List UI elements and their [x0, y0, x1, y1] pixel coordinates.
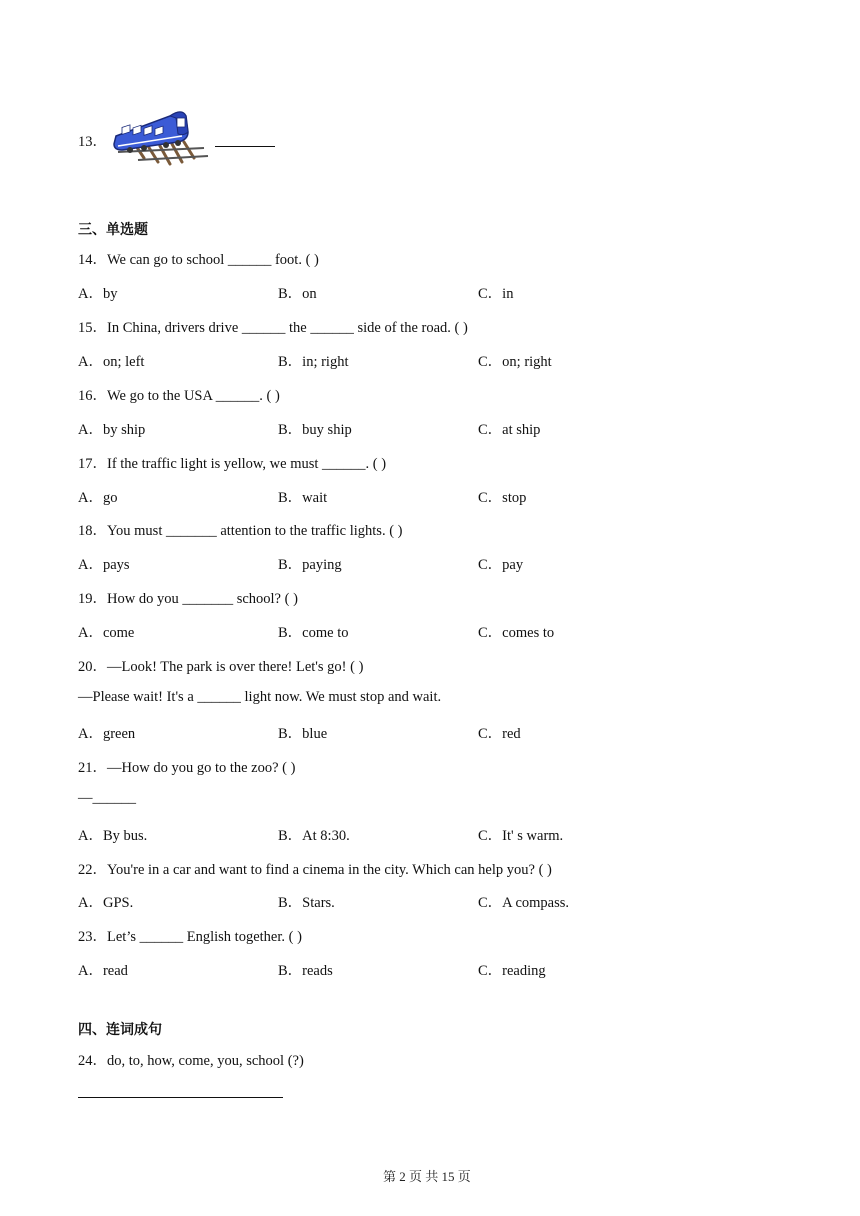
q19-option-c[interactable]: C．comes to [478, 625, 555, 641]
q19-option-b[interactable]: B．come to [278, 625, 349, 641]
question-21-dialogue: —______ [78, 790, 136, 806]
q20-option-a[interactable]: A．green [78, 726, 136, 742]
question-20-dialogue: —Please wait! It's a ______ light now. We must stop and wait. [78, 689, 442, 705]
question-23-stem: 23．Let’s ______ English together. ( ) [78, 929, 302, 945]
page-footer: 第 2 页 共 15 页 [383, 1169, 471, 1184]
q21-option-a[interactable]: A．By bus. [78, 828, 148, 844]
q22-option-a[interactable]: A．GPS. [78, 895, 134, 911]
question-14-stem: 14．We can go to school ______ foot. ( ) [78, 252, 319, 268]
q18-option-a[interactable]: A．pays [78, 557, 130, 573]
q16-option-b[interactable]: B．buy ship [278, 422, 352, 438]
q22-option-b[interactable]: B．Stars. [278, 895, 335, 911]
q22-option-c[interactable]: C．A compass. [478, 895, 570, 911]
q17-option-b[interactable]: B．wait [278, 490, 328, 506]
question-18-stem: 18．You must _______ attention to the traffic lights. ( ) [78, 523, 403, 539]
question-15-stem: 15．In China, drivers drive ______ the ______ side of the road. ( ) [78, 320, 468, 336]
question-22-stem: 22．You're in a car and want to find a cinema in the city. Which can help you? ( ) [78, 862, 552, 878]
train-icon [108, 102, 212, 168]
q18-option-b[interactable]: B．paying [278, 557, 342, 573]
q21-option-c[interactable]: C．It' s warm. [478, 828, 564, 844]
q20-option-b[interactable]: B．blue [278, 726, 328, 742]
q15-option-b[interactable]: B．in; right [278, 354, 349, 370]
q23-option-a[interactable]: A．read [78, 963, 128, 979]
question-16-stem: 16．We go to the USA ______. ( ) [78, 388, 280, 404]
answer-blank-13[interactable] [215, 146, 275, 147]
question-17-stem: 17．If the traffic light is yellow, we must ______. ( ) [78, 456, 387, 472]
q21-option-b[interactable]: B．At 8:30. [278, 828, 350, 844]
q23-option-c[interactable]: C．reading [478, 963, 546, 979]
q17-option-c[interactable]: C．stop [478, 490, 527, 506]
question-24-stem: 24．do, to, how, come, you, school (?) [78, 1053, 304, 1069]
question-21-stem: 21．—How do you go to the zoo? ( ) [78, 760, 296, 776]
q17-option-a[interactable]: A．go [78, 490, 118, 506]
answer-blank-24[interactable] [78, 1097, 283, 1098]
question-20-stem: 20．—Look! The park is over there! Let's go! ( ) [78, 659, 364, 675]
section-title-sentence-building: 四、连词成句 [78, 1022, 162, 1038]
q16-option-c[interactable]: C．at ship [478, 422, 541, 438]
section-title-single-choice: 三、单选题 [78, 222, 148, 238]
q16-option-a[interactable]: A．by ship [78, 422, 146, 438]
question-13-number: 13． [78, 134, 107, 150]
q15-option-c[interactable]: C．on; right [478, 354, 552, 370]
q14-option-c[interactable]: C．in [478, 286, 514, 302]
q19-option-a[interactable]: A．come [78, 625, 135, 641]
q14-option-b[interactable]: B．on [278, 286, 317, 302]
q15-option-a[interactable]: A．on; left [78, 354, 145, 370]
q20-option-c[interactable]: C．red [478, 726, 521, 742]
q14-option-a[interactable]: A．by [78, 286, 118, 302]
q18-option-c[interactable]: C．pay [478, 557, 524, 573]
q23-option-b[interactable]: B．reads [278, 963, 333, 979]
question-19-stem: 19．How do you _______ school? ( ) [78, 591, 298, 607]
